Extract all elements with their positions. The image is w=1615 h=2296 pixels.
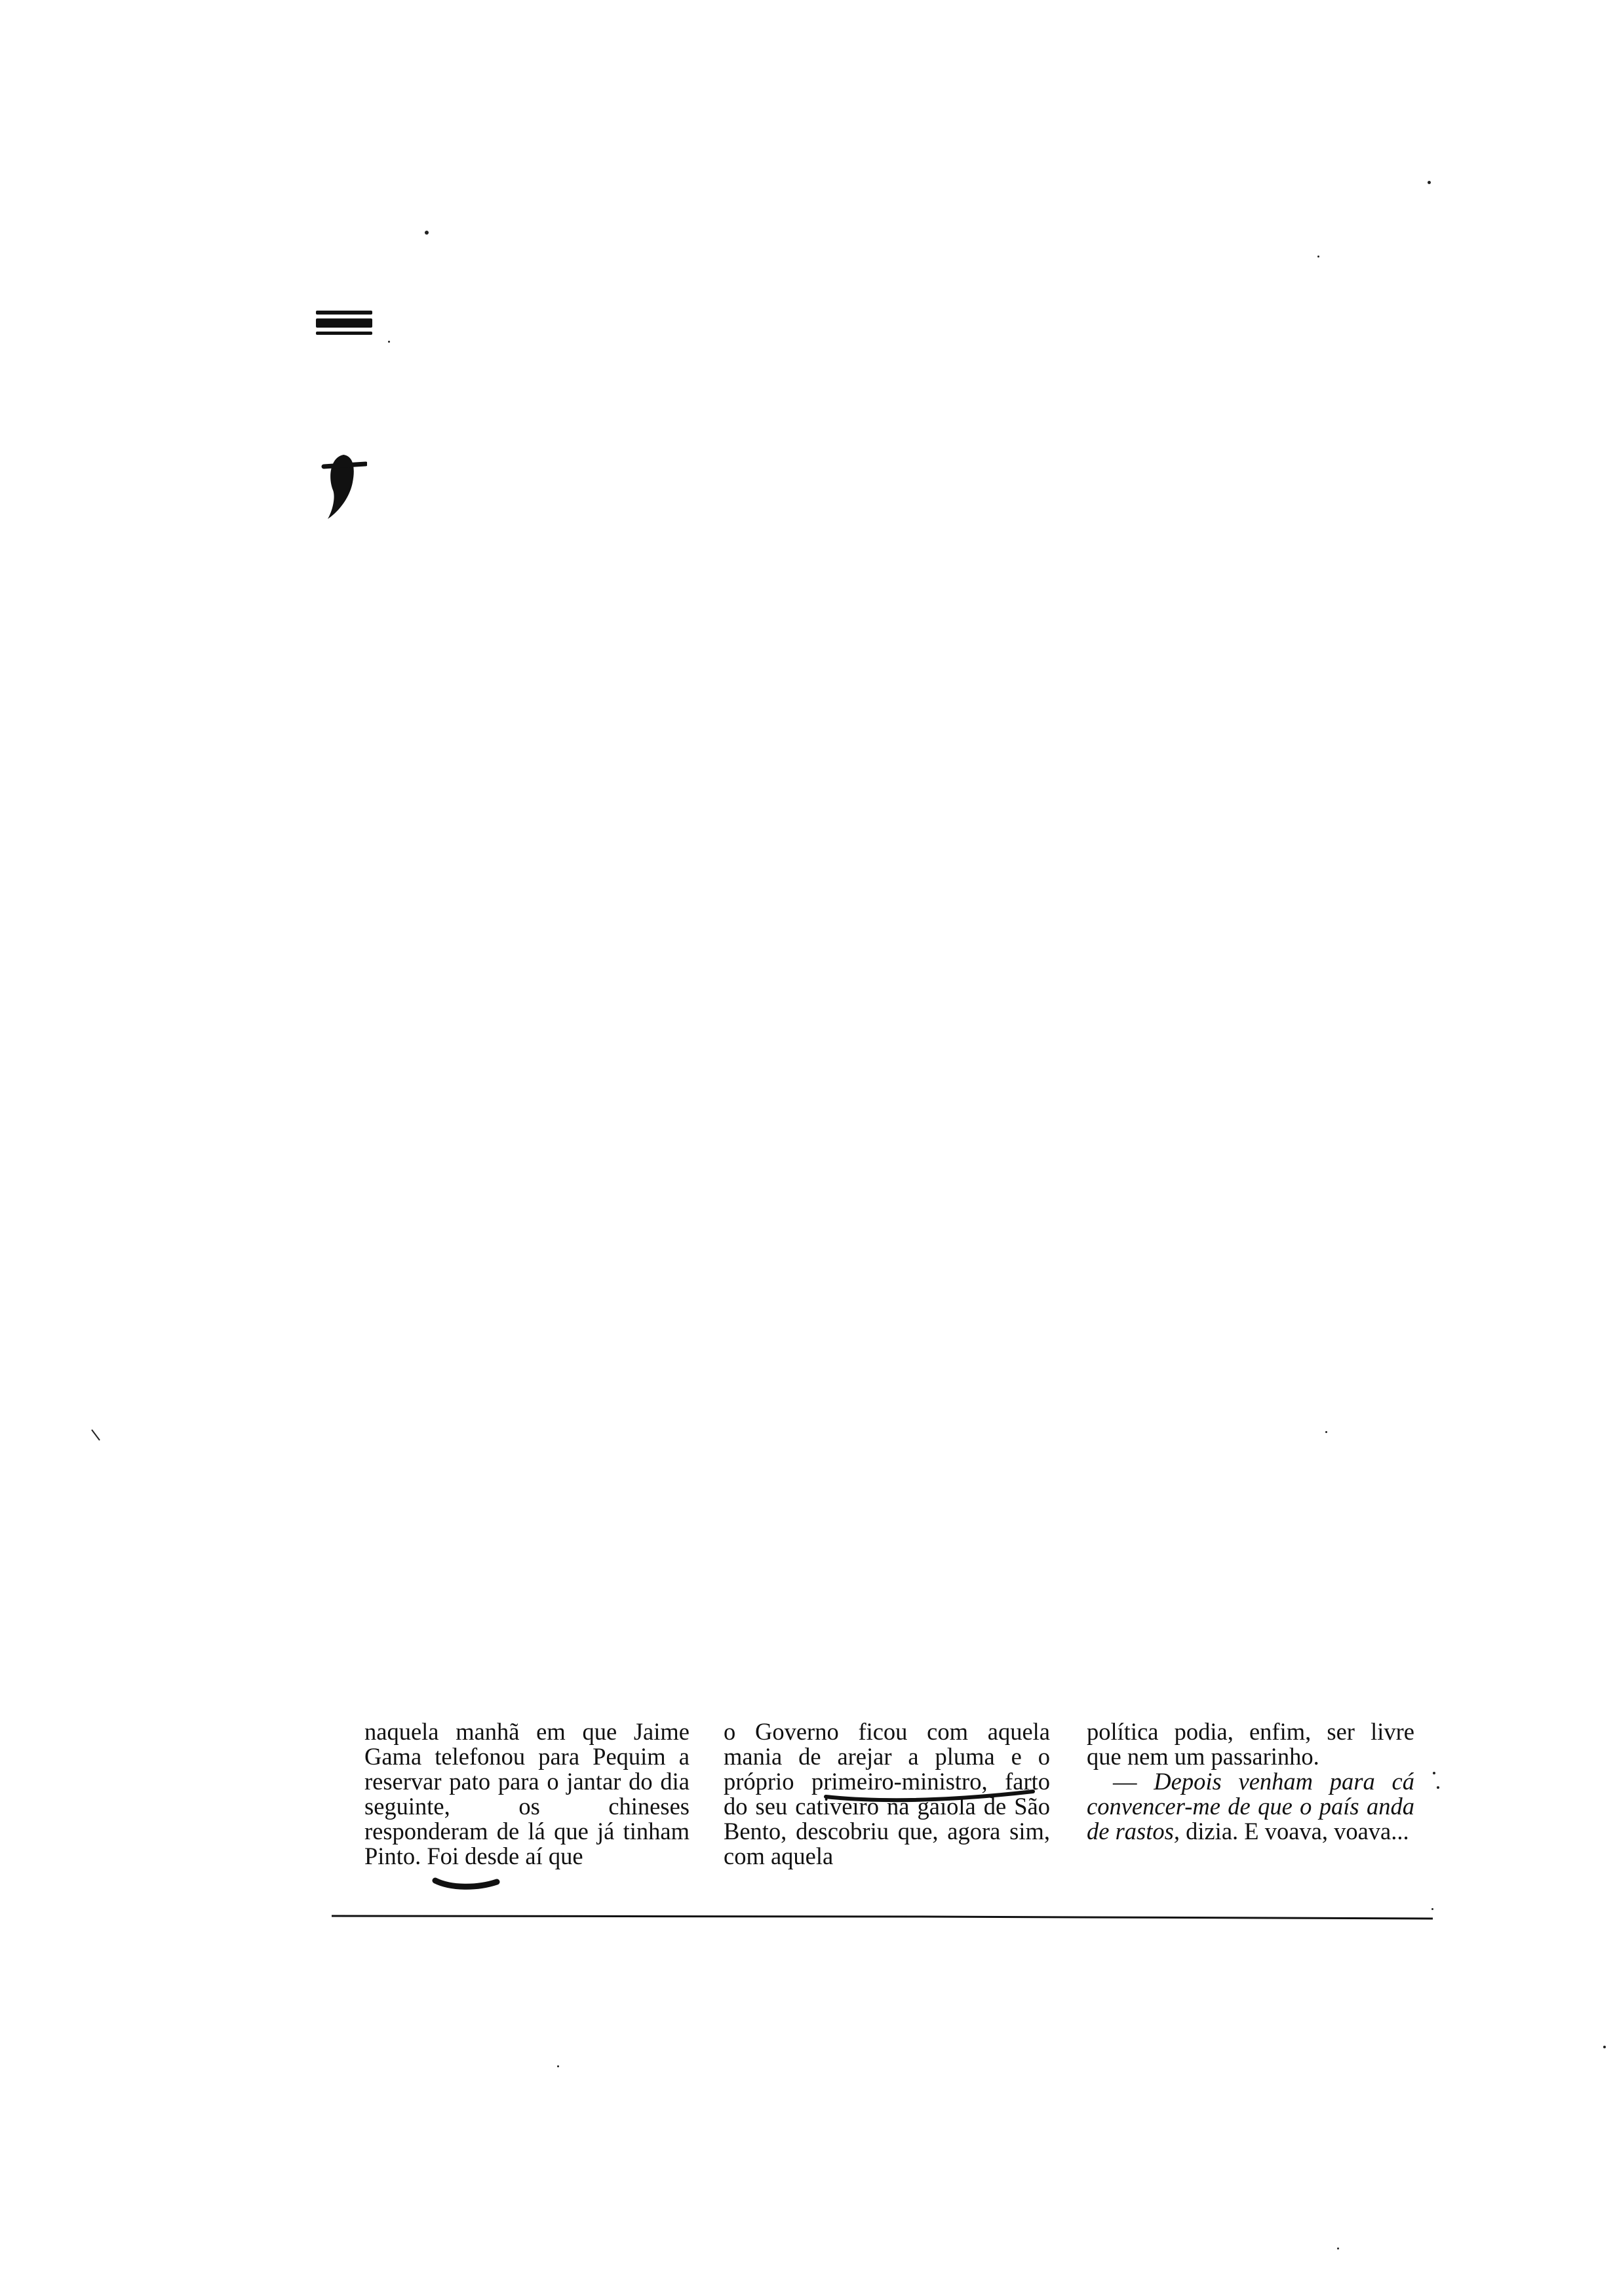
speck — [557, 2065, 559, 2067]
article-columns — [364, 1719, 1426, 1909]
speck-stroke — [90, 1428, 101, 1442]
quote-after: dizia. E voava, voava... — [1179, 1818, 1409, 1845]
article-column-3 — [1087, 1719, 1414, 1844]
column-2-text: o Governo ficou com aquela mania de arejar a pluma e o próprio primeiro-ministro, farto do seu cativeiro na gaiola de São Bento, descobriu que, agora sim, com aquela — [724, 1718, 1050, 1869]
speck — [1337, 2248, 1339, 2249]
speck — [1437, 1786, 1439, 1789]
handwritten-glyph-icon — [321, 451, 367, 523]
margin-bar-marks — [316, 308, 372, 341]
speck — [425, 231, 429, 235]
speck — [1603, 2046, 1606, 2048]
speck — [1325, 1431, 1327, 1433]
speck — [1428, 181, 1431, 184]
bottom-rule — [332, 1915, 1433, 1920]
speck — [388, 341, 390, 343]
quote-dash: — — [1113, 1768, 1154, 1795]
speck — [1317, 256, 1319, 258]
column-1-text: naquela manhã em que Jaime Gama telefonou para Pequim a reservar pato para o jantar do dia seguinte, os chineses responderam de lá que já tinham Pinto. Foi desde aí que — [364, 1718, 690, 1869]
speck — [1433, 1772, 1435, 1774]
article-column-1 — [364, 1719, 690, 1869]
column-3-quote — [1087, 1769, 1414, 1844]
column-3-text: política podia, enfim, ser livre que nem um passarinho. — [1087, 1718, 1414, 1770]
speck — [1431, 1908, 1433, 1910]
article-column-2 — [724, 1719, 1050, 1869]
handwritten-underline-pinto — [431, 1874, 503, 1894]
quote-italic: Depois venham para cá convencer-me de que o país anda de rastos, — [1087, 1768, 1414, 1845]
